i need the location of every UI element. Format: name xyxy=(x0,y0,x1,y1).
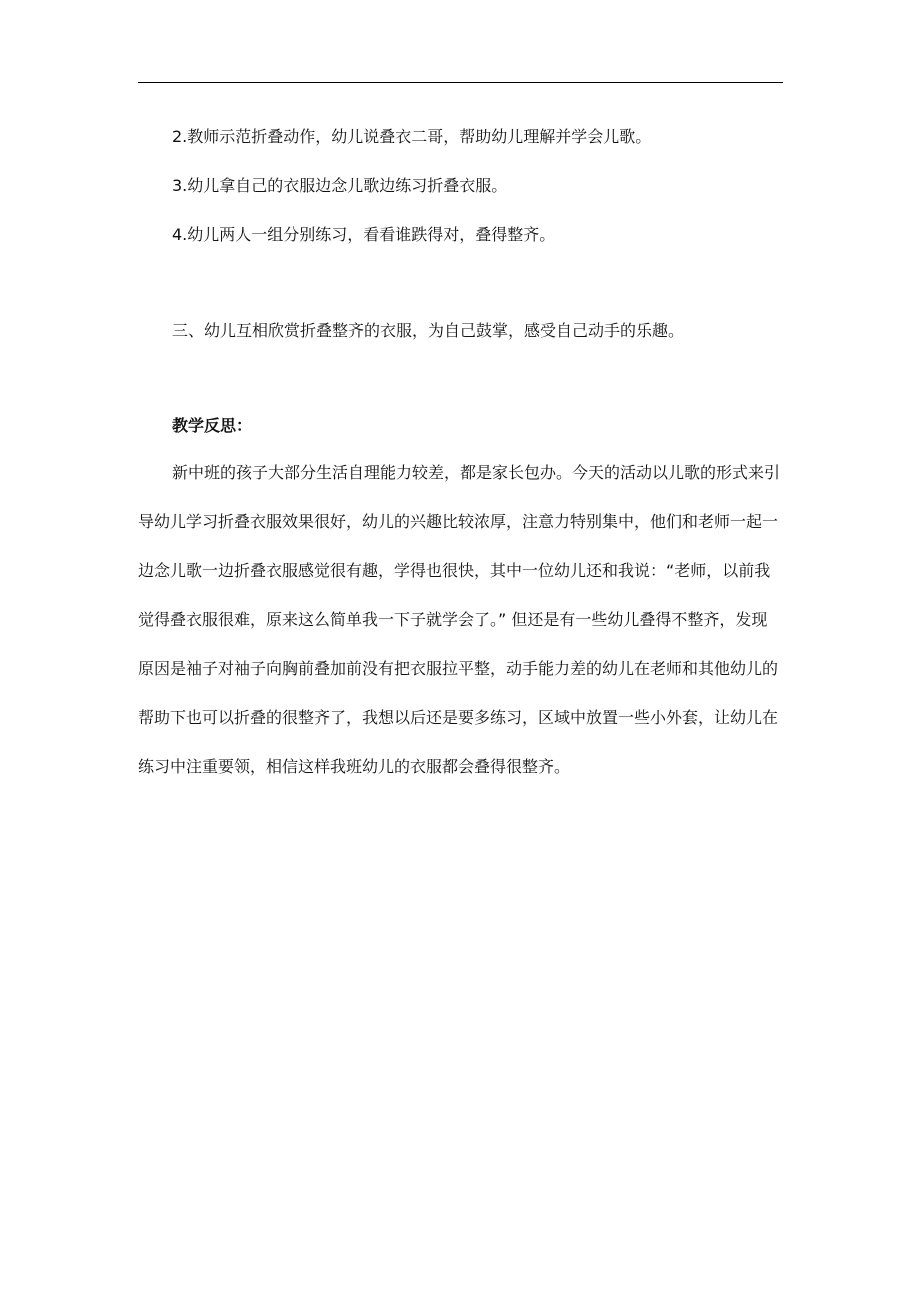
reflection-line: 导幼儿学习折叠衣服效果很好，幼儿的兴趣比较浓厚，注意力特别集中，他们和老师一起一 xyxy=(138,512,779,531)
reflection-line: 帮助下也可以折叠的很整齐了，我想以后还是要多练习，区域中放置一些小外套，让幼儿在 xyxy=(138,708,779,727)
reflection-line: 觉得叠衣服很难，原来这么简单我一下子就学会了。” 但还是有一些幼儿叠得不整齐，发现 xyxy=(138,610,768,629)
header-rule xyxy=(138,82,783,83)
section-three: 三、幼儿互相欣赏折叠整齐的衣服，为自己鼓掌，感受自己动手的乐趣。 xyxy=(172,321,685,340)
step-3: 3.幼儿拿自己的衣服边念儿歌边练习折叠衣服。 xyxy=(172,176,508,195)
step-4: 4.幼儿两人一组分别练习，看看谁跌得对，叠得整齐。 xyxy=(172,225,556,244)
reflection-line: 边念儿歌一边折叠衣服感觉很有趣，学得也很快，其中一位幼儿还和我说：“老师，以前我 xyxy=(138,561,771,580)
reflection-line: 新中班的孩子大部分生活自理能力较差，都是家长包办。今天的活动以儿歌的形式来引 xyxy=(172,463,781,482)
reflection-heading: 教学反思： xyxy=(172,416,253,435)
reflection-line: 练习中注重要领，相信这样我班幼儿的衣服都会叠得很整齐。 xyxy=(138,757,571,776)
reflection-line: 原因是袖子对袖子向胸前叠加前没有把衣服拉平整，动手能力差的幼儿在老师和其他幼儿的 xyxy=(138,659,779,678)
step-2: 2.教师示范折叠动作，幼儿说叠衣二哥，帮助幼儿理解并学会儿歌。 xyxy=(172,127,652,146)
